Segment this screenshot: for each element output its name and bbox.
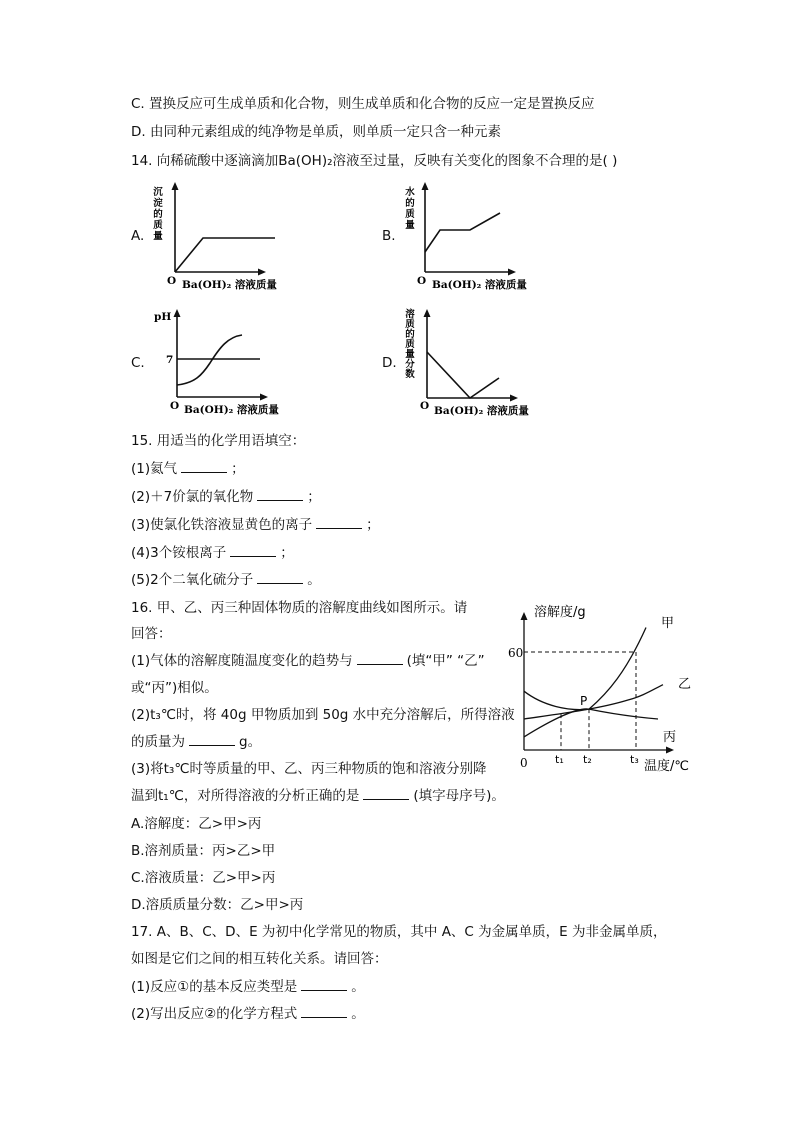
q16-part-2-cont: 的质量为 g。: [131, 734, 262, 750]
svg-text:量: 量: [405, 349, 415, 360]
xtick-t2: t₂: [583, 753, 592, 766]
series-bing-line: [524, 691, 658, 719]
graph-d: [402, 305, 534, 420]
q15-item-2: (2)＋7价氯的氧化物 ；: [131, 489, 321, 505]
answer-blank[interactable]: [316, 515, 362, 529]
graph-d-xlabel: Ba(OH)₂ 溶液质量: [434, 405, 529, 417]
graph-c-origin: O: [170, 400, 180, 412]
svg-text:溶: 溶: [405, 309, 415, 320]
series-yi-line: [524, 685, 663, 719]
q14-stem: 14. 向稀硫酸中逐滴滴加Ba(OH)₂溶液至过量，反映有关变化的图象不合理的是( ): [131, 153, 618, 169]
graph-c-ph7-tick: 7: [166, 354, 174, 366]
graph-a-x-arrow: [258, 269, 266, 276]
graph-a-origin: O: [167, 275, 177, 287]
svg-text:的: 的: [405, 329, 415, 340]
svg-text:水: 水: [405, 187, 415, 198]
q16-part-3-cont: 温到t₁℃，对所得溶液的分析正确的是 (填字母序号)。: [131, 788, 505, 804]
q13-option-c: C. 置换反应可生成单质和化合物，则生成单质和化合物的反应一定是置换反应: [131, 96, 595, 112]
graph-a-xlabel: Ba(OH)₂ 溶液质量: [182, 279, 277, 291]
q15-item-4: (4)3个铵根离子 ；: [131, 545, 294, 561]
chart-xlabel: 温度/℃: [644, 759, 689, 774]
answer-blank[interactable]: [301, 1004, 347, 1018]
answer-blank[interactable]: [189, 732, 235, 746]
q15-item-5: (5)2个二氧化硫分子 。: [131, 572, 321, 588]
q16-stem-1: 16. 甲、乙、丙三种固体物质的溶解度曲线如图所示。请: [131, 600, 468, 616]
svg-text:质: 质: [153, 220, 163, 231]
answer-blank[interactable]: [363, 786, 409, 800]
graph-d-origin: O: [420, 400, 430, 412]
graph-b-x-arrow: [508, 269, 516, 276]
svg-text:沉: 沉: [153, 187, 163, 198]
q16-option-d: D.溶质质量分数：乙>甲>丙: [131, 897, 304, 913]
graph-b: [402, 180, 532, 295]
svg-text:质: 质: [405, 319, 415, 330]
svg-text:量: 量: [153, 231, 163, 242]
svg-text:量: 量: [405, 220, 415, 231]
graph-c: [150, 305, 280, 420]
graph-c-xlabel: Ba(OH)₂ 溶液质量: [184, 404, 279, 416]
q16-option-c: C.溶液质量：乙>甲>丙: [131, 870, 276, 886]
point-p-label: P: [580, 694, 588, 708]
q15-stem: 15. 用适当的化学用语填空：: [131, 433, 306, 449]
xtick-t1: t₁: [555, 753, 564, 766]
q16-option-b: B.溶剂质量：丙>乙>甲: [131, 843, 276, 859]
q16-part-2: (2)t₃℃时，将 40g 甲物质加到 50g 水中充分溶解后，所得溶液: [131, 707, 515, 723]
series-label-yi: 乙: [678, 677, 692, 692]
graph-c-letter: C.: [131, 355, 145, 371]
q17-part-2: (2)写出反应②的化学方程式 。: [131, 1006, 365, 1022]
series-label-bing: 丙: [663, 730, 677, 745]
graph-b-y-arrow: [422, 182, 429, 190]
svg-text:的: 的: [405, 198, 415, 209]
q13-option-d: D. 由同种元素组成的纯净物是单质，则单质一定只含一种元素: [131, 124, 501, 140]
graph-c-curve: [177, 335, 242, 385]
graph-a-curve: [175, 238, 275, 272]
q17-stem-2: 如图是它们之间的相互转化关系。请回答：: [131, 951, 388, 967]
q16-part-1-cont: 或“丙”)相似。: [131, 680, 218, 696]
svg-text:质: 质: [405, 209, 415, 220]
graph-c-ylabel: pH: [154, 311, 172, 323]
chart-ylabel: 溶解度/g: [534, 605, 586, 620]
q16-option-a: A.溶解度：乙>甲>丙: [131, 816, 262, 832]
answer-blank[interactable]: [230, 543, 276, 557]
chart-y-arrow: [521, 612, 528, 620]
graph-a-y-arrow: [172, 182, 179, 190]
graph-a-letter: A.: [131, 228, 145, 244]
graph-d-letter: D.: [382, 355, 397, 371]
answer-blank[interactable]: [257, 570, 303, 584]
chart-ytick-60: 60: [508, 646, 524, 660]
graph-d-curve: [427, 352, 499, 398]
q15-item-3: (3)使氯化铁溶液显黄色的离子 ；: [131, 517, 380, 533]
graph-d-y-arrow: [424, 309, 431, 317]
graph-d-ylabel: [404, 308, 415, 380]
graph-c-x-arrow: [260, 394, 268, 401]
chart-origin: 0: [520, 756, 528, 770]
svg-text:淀: 淀: [153, 198, 163, 209]
answer-blank[interactable]: [357, 651, 403, 665]
q16-part-3: (3)将t₃℃时等质量的甲、乙、丙三种物质的饱和溶液分别降: [131, 761, 487, 777]
graph-b-letter: B.: [382, 228, 396, 244]
q16-stem-2: 回答：: [131, 626, 172, 642]
answer-blank[interactable]: [301, 977, 347, 991]
graph-d-x-arrow: [510, 395, 518, 402]
svg-text:质: 质: [405, 339, 415, 350]
graph-b-ylabel: [405, 186, 415, 231]
graph-b-origin: O: [417, 275, 427, 287]
series-label-jia: 甲: [661, 616, 675, 631]
svg-text:的: 的: [153, 209, 163, 220]
graph-b-xlabel: Ba(OH)₂ 溶液质量: [432, 279, 527, 291]
answer-blank[interactable]: [257, 487, 303, 501]
svg-text:数: 数: [405, 369, 415, 380]
answer-blank[interactable]: [181, 459, 227, 473]
q17-part-1: (1)反应①的基本反应类型是 。: [131, 979, 365, 995]
q17-stem-1: 17. A、B、C、D、E 为初中化学常见的物质，其中 A、C 为金属单质，E 为非金属单质，: [131, 924, 667, 940]
chart-x-arrow: [666, 747, 674, 754]
solubility-chart: [498, 600, 698, 775]
q15-item-1: (1)氦气 ；: [131, 461, 245, 477]
q16-part-1: (1)气体的溶解度随温度变化的趋势与 (填“甲” “乙”: [131, 653, 485, 669]
series-jia-line: [524, 628, 646, 737]
graph-a-ylabel: [153, 186, 163, 242]
graph-a: [150, 180, 280, 295]
xtick-t3: t₃: [630, 753, 639, 766]
svg-text:分: 分: [405, 359, 415, 370]
graph-c-y-arrow: [174, 309, 181, 317]
graph-b-curve: [425, 213, 500, 252]
